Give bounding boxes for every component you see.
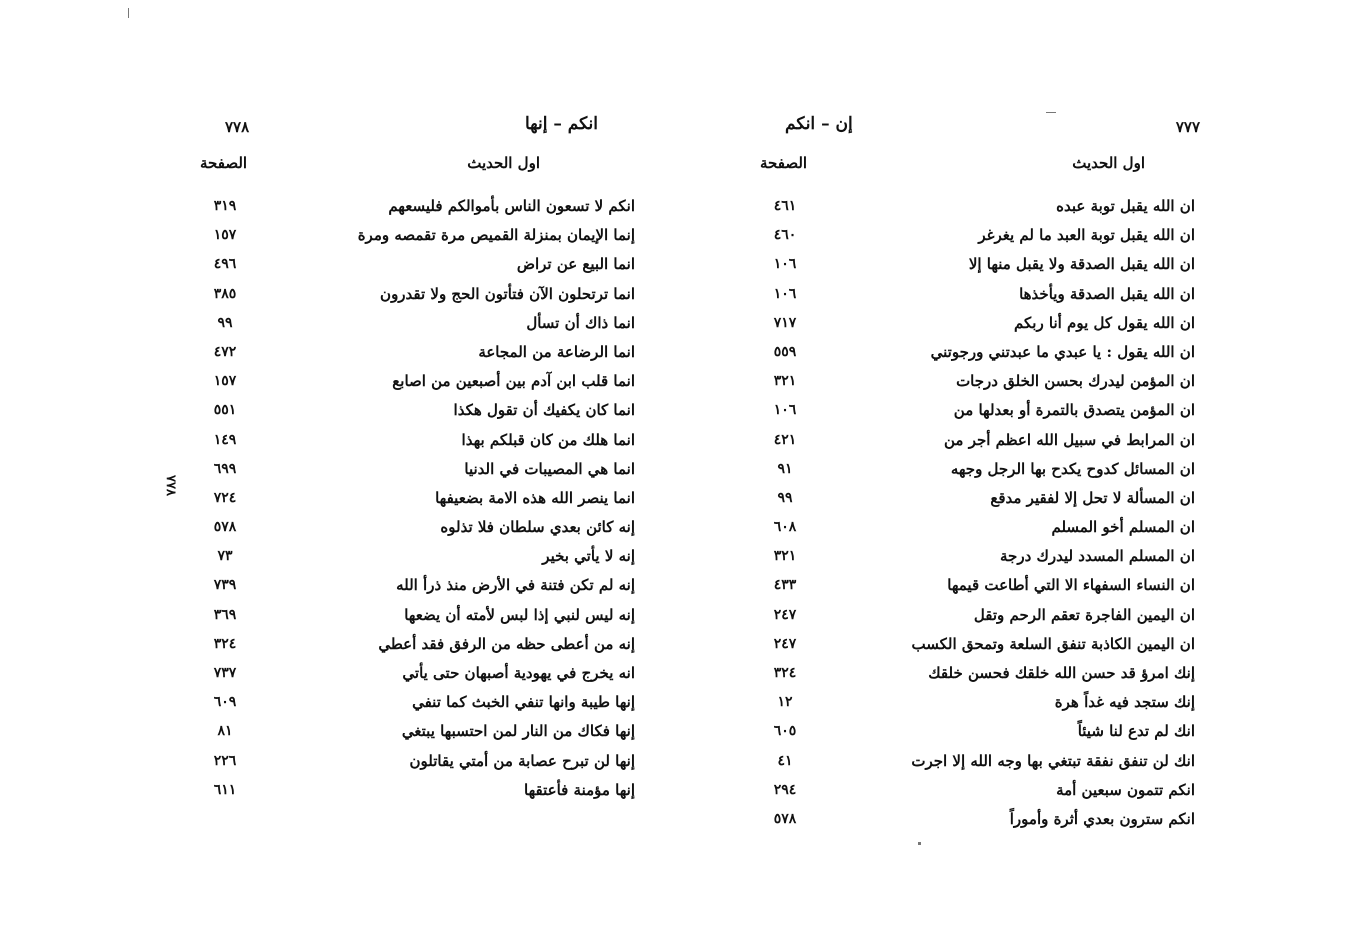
index-row [710, 309, 1230, 338]
hadith-opening-text: إنها مؤمنة فأعتقها [524, 780, 635, 799]
index-row [180, 688, 660, 717]
index-row [710, 280, 1230, 309]
hadith-opening-text: انما ذاك أن تسأل [526, 313, 635, 332]
left-page [180, 0, 660, 945]
hadith-opening-text: ان المسلم أخو المسلم [1051, 518, 1195, 537]
column-header-page: الصفحة [200, 154, 248, 172]
page-reference: ٥٥٩ [773, 343, 797, 360]
page-reference: ٥٥١ [213, 402, 237, 419]
right-page [710, 0, 1230, 945]
hadith-opening-text: انما قلب ابن آدم بين أصبعين من اصابع [392, 372, 635, 391]
hadith-opening-text: انما هي المصيبات في الدنيا [464, 459, 635, 478]
page-reference: ٢٤٧ [773, 635, 797, 652]
hadith-opening-text: ان الله يقبل توبة العبد ما لم يغرغر [978, 226, 1195, 245]
hadith-opening-text: إنها طيبة وانها تنفي الخبث كما تنفي [412, 693, 635, 712]
index-row [710, 542, 1230, 571]
index-row [180, 601, 660, 630]
index-row [710, 426, 1230, 455]
hadith-opening-text: إنه كائن بعدي سلطان فلا تذلوه [440, 518, 635, 537]
page-reference: ٣٢١ [773, 548, 797, 565]
hadith-opening-text: ان المسائل كدوح يكدح بها الرجل وجهه [950, 459, 1195, 478]
index-row [710, 338, 1230, 367]
index-row [710, 776, 1230, 805]
page-reference: ٧١٧ [773, 314, 797, 331]
hadith-opening-text: انما البيع عن تراض [516, 255, 635, 274]
page-number: ٧٧٧ [1175, 118, 1200, 136]
page-reference: ٤٦١ [773, 198, 797, 214]
hadith-opening-text: ان اليمين الكاذبة تنفق السلعة وتمحق الكسب [911, 634, 1195, 653]
index-row [180, 455, 660, 484]
page-reference: ٣١٩ [213, 198, 237, 214]
page-reference: ٩٩ [217, 314, 233, 331]
page-reference: ٧٣٩ [213, 577, 237, 594]
page-reference: ٧٣ [217, 548, 233, 565]
page-reference: ٥٧٨ [773, 810, 797, 827]
column-header-page: الصفحة [760, 154, 808, 172]
index-row [180, 192, 660, 221]
hadith-opening-text: انكم سترون بعدي أثرة وأموراً [1009, 809, 1195, 828]
hadith-opening-text: انك لم تدع لنا شيئاً [1077, 722, 1195, 741]
index-row [710, 747, 1230, 776]
hadith-opening-text: إنك ستجد فيه غداً هرة [1054, 693, 1195, 712]
running-head: انكم – إنها [525, 114, 598, 134]
hadith-opening-text: إنه ليس لنبي إذا لبس لأمته أن يضعها [404, 605, 635, 624]
scan-speck [1046, 112, 1056, 113]
index-row [180, 513, 660, 542]
column-header-hadith: اول الحديث [1072, 154, 1145, 172]
page-reference: ٤٧٢ [213, 343, 237, 360]
page-reference: ٢٤٧ [773, 606, 797, 623]
page-reference: ١٠٦ [773, 285, 797, 302]
index-row [710, 221, 1230, 250]
page-reference: ١٤٩ [213, 431, 237, 448]
hadith-opening-text: إنه من أعطى حظه من الرفق فقد أعطي [378, 634, 635, 653]
page-reference: ٣٢٤ [213, 635, 237, 652]
page-reference: ١٠٦ [773, 256, 797, 273]
page-reference: ٦٠٨ [773, 519, 797, 536]
hadith-opening-text: ان اليمين الفاجرة تعقم الرحم وتقل [973, 605, 1195, 624]
page-reference: ٥٧٨ [213, 519, 237, 536]
scan-speck [128, 8, 129, 18]
hadith-opening-text: ان المرابط في سبيل الله اعظم أجر من [944, 430, 1195, 449]
page-reference: ٤١ [777, 752, 793, 769]
index-row [180, 280, 660, 309]
index-row [710, 455, 1230, 484]
index-row [710, 601, 1230, 630]
index-row [180, 747, 660, 776]
page-reference: ٧٣٧ [213, 665, 237, 681]
hadith-opening-text: إنها فكاك من النار لمن احتسبها يبتغي [401, 722, 635, 741]
page-reference: ٢٩٤ [773, 781, 797, 798]
page-reference: ١٥٧ [213, 227, 237, 244]
hadith-opening-text: ان المؤمن يتصدق بالتمرة أو بعدلها من [953, 401, 1195, 420]
hadith-opening-text: إنك امرؤ قد حسن الله خلقك فحسن خلقك [928, 664, 1195, 682]
page-reference: ١٠٦ [773, 402, 797, 419]
index-row [710, 659, 1230, 688]
index-row [180, 221, 660, 250]
hadith-opening-text: ان النساء السفهاء الا التي أطاعت قيمها [947, 576, 1195, 595]
page-reference: ٣٦٩ [213, 606, 237, 623]
hadith-opening-text: ان الله يقول كل يوم أنا ربكم [1014, 313, 1195, 332]
hadith-opening-text: إنه لا يأتي بخير [542, 547, 635, 566]
index-row [180, 250, 660, 279]
index-row [180, 309, 660, 338]
hadith-opening-text: ان المؤمن ليدرك بحسن الخلق درجات [956, 372, 1195, 391]
page-reference: ٦٠٥ [773, 723, 797, 740]
index-list [710, 192, 1230, 834]
hadith-opening-text: انكم لا تسعون الناس بأموالكم فليسعهم [388, 197, 635, 215]
hadith-opening-text: انك لن تنفق نفقة تبتغي بها وجه الله إلا اجرت [911, 751, 1195, 770]
hadith-opening-text: ان الله يقبل الصدقة ولا يقبل منها إلا [968, 255, 1195, 274]
index-list [180, 192, 660, 805]
hadith-opening-text: انما ترتحلون الآن فتأتون الحج ولا تقدرون [380, 284, 635, 303]
page-reference: ٦٩٩ [213, 460, 237, 477]
hadith-opening-text: انما ينصر الله هذه الامة بضعيفها [435, 488, 635, 507]
index-row [180, 717, 660, 746]
hadith-opening-text: ان الله يقبل الصدقة ويأخذها [1019, 284, 1195, 303]
page-reference: ٢٢٦ [213, 752, 237, 769]
hadith-opening-text: انما الرضاعة من المجاعة [478, 342, 635, 361]
index-row [710, 630, 1230, 659]
index-row [710, 717, 1230, 746]
index-row [710, 513, 1230, 542]
page-number: ٧٧٨ [225, 118, 250, 136]
index-row [180, 571, 660, 600]
scan-speck [918, 842, 921, 845]
index-row [180, 367, 660, 396]
page-reference: ٤٩٦ [213, 256, 237, 273]
hadith-opening-text: انما هلك من كان قبلكم بهذا [461, 430, 635, 449]
index-row [180, 659, 660, 688]
index-row [710, 250, 1230, 279]
page-reference: ٨١ [217, 723, 233, 740]
page-reference: ٣٢٤ [773, 665, 797, 681]
page-reference: ٤٢١ [773, 431, 797, 448]
index-row [180, 630, 660, 659]
hadith-opening-text: ان الله يقول : يا عبدي ما عبدتني ورجوتني [930, 342, 1195, 361]
index-row [180, 338, 660, 367]
hadith-opening-text: ان المسلم المسدد ليدرك درجة [1000, 547, 1195, 566]
page-reference: ٩٩ [777, 489, 793, 506]
hadith-opening-text: انكم تتمون سبعين أمة [1056, 780, 1195, 799]
page-reference: ١٥٧ [213, 373, 237, 390]
page-reference: ٤٣٣ [773, 577, 797, 594]
index-row [180, 776, 660, 805]
index-row [180, 396, 660, 425]
page-reference: ٣٨٥ [213, 285, 237, 302]
index-row [180, 542, 660, 571]
column-header-hadith: اول الحديث [467, 154, 540, 172]
index-row [710, 192, 1230, 221]
running-head: إن – انكم [785, 114, 853, 134]
index-row [710, 571, 1230, 600]
page-reference: ٤٦٠ [773, 227, 797, 244]
page-reference: ١٢ [777, 694, 793, 711]
hadith-opening-text: إنه لم تكن فتنة في الأرض منذ ذرأ الله [396, 576, 635, 595]
side-page-mark: ٧٧٨ [162, 475, 178, 496]
page-reference: ٩١ [777, 460, 793, 477]
index-row [710, 484, 1230, 513]
hadith-opening-text: ان المسألة لا تحل إلا لفقير مدقع [990, 488, 1195, 507]
page-reference: ٦١١ [213, 781, 237, 798]
index-row [180, 484, 660, 513]
hadith-opening-text: ان الله يقبل توبة عبده [1056, 197, 1195, 215]
hadith-opening-text: إنها لن تبرح عصابة من أمتي يقاتلون [409, 751, 635, 770]
index-row [710, 367, 1230, 396]
index-row [710, 688, 1230, 717]
hadith-opening-text: إنما الإيمان بمنزلة القميص مرة تقمصه ومرة [357, 226, 635, 245]
hadith-opening-text: انما كان يكفيك أن تقول هكذا [453, 401, 635, 420]
index-row [710, 396, 1230, 425]
page-reference: ٦٠٩ [213, 694, 237, 711]
index-row [710, 805, 1230, 834]
hadith-opening-text: انه يخرج في يهودية أصبهان حتى يأتي [402, 664, 635, 682]
index-row [180, 426, 660, 455]
page-reference: ٧٢٤ [213, 489, 237, 506]
page-reference: ٣٢١ [773, 373, 797, 390]
